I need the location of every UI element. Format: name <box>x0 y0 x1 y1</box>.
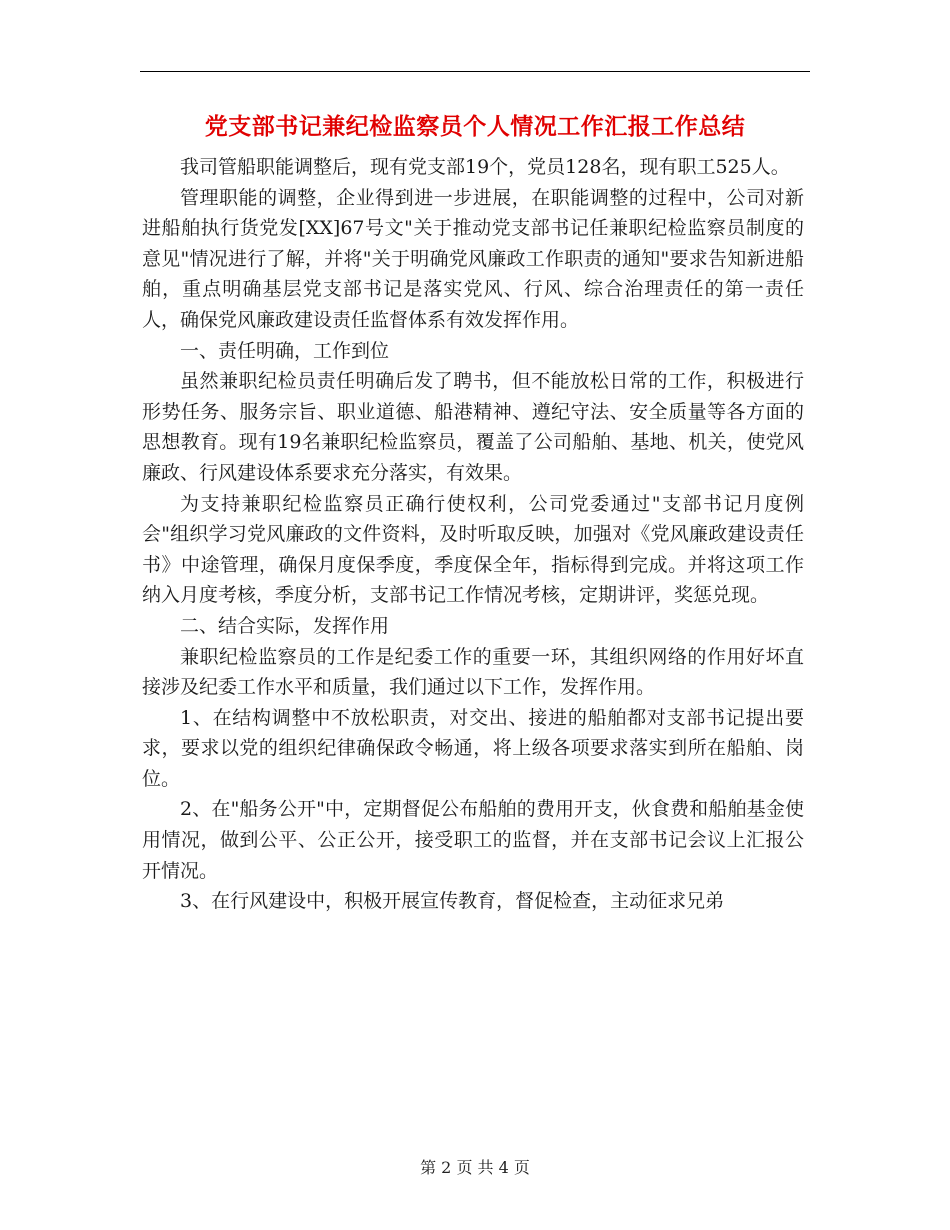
paragraph: 管理职能的调整，企业得到进一步进展，在职能调整的过程中，公司对新进船舶执行货党发[XX]67号文"关于推动党支部书记任兼职纪检监察员制度的意见"情况进行了解，并将"关于明确党风廉政工作职责的通知"要求告知新进船舶，重点明确基层党支部书记是落实党风、行风、综合治理责任的第一责任人，确保党风廉政建设责任监督体系有效发挥作用。 <box>142 186 804 331</box>
header-rule <box>140 71 810 72</box>
section-heading: 一、责任明确，工作到位 <box>180 339 390 362</box>
list-item: 1、在结构调整中不放松职责，对交出、接进的船舶都对支部书记提出要求，要求以党的组织纪律确保政令畅通，将上级各项要求落实到所在船舶、岗位。 <box>142 706 804 790</box>
list-item: 3、在行风建设中，积极开展宣传教育，督促检查，主动征求兄弟 <box>180 890 725 913</box>
paragraph: 兼职纪检监察员的工作是纪委工作的重要一环，其组织网络的作用好坏直接涉及纪委工作水平和质量，我们通过以下工作，发挥作用。 <box>142 645 804 699</box>
document-title: 党支部书记兼纪检监察员个人情况工作汇报工作总结 <box>204 113 746 140</box>
paragraph: 虽然兼职纪检员责任明确后发了聘书，但不能放松日常的工作，积极进行形势任务、服务宗旨、职业道德、船港精神、遵纪守法、安全质量等各方面的思想教育。现有19名兼职纪检监察员，覆盖了公司船舶、基地、机关，使党风廉政、行风建设体系要求充分落实，有效果。 <box>142 370 804 484</box>
section-heading: 二、结合实际，发挥作用 <box>180 614 390 637</box>
page-number: 第 2 页 共 4 页 <box>420 1158 530 1177</box>
list-item: 2、在"船务公开"中，定期督促公布船舶的费用开支，伙食费和船舶基金使用情况，做到公平、公正公开，接受职工的监督，并在支部书记会议上汇报公开情况。 <box>142 798 804 882</box>
document-body <box>142 152 804 917</box>
paragraph: 我司管船职能调整后，现有党支部19个，党员128名，现有职工525人。 <box>180 156 790 178</box>
paragraph: 为支持兼职纪检监察员正确行使权利，公司党委通过"支部书记月度例会"组织学习党风廉政的文件资料，及时听取反映，加强对《党风廉政建设责任书》中途管理，确保月度保季度，季度保全年，指标得到完成。并将这项工作纳入月度考核，季度分析，支部书记工作情况考核，定期讲评，奖惩兑现。 <box>142 492 804 607</box>
